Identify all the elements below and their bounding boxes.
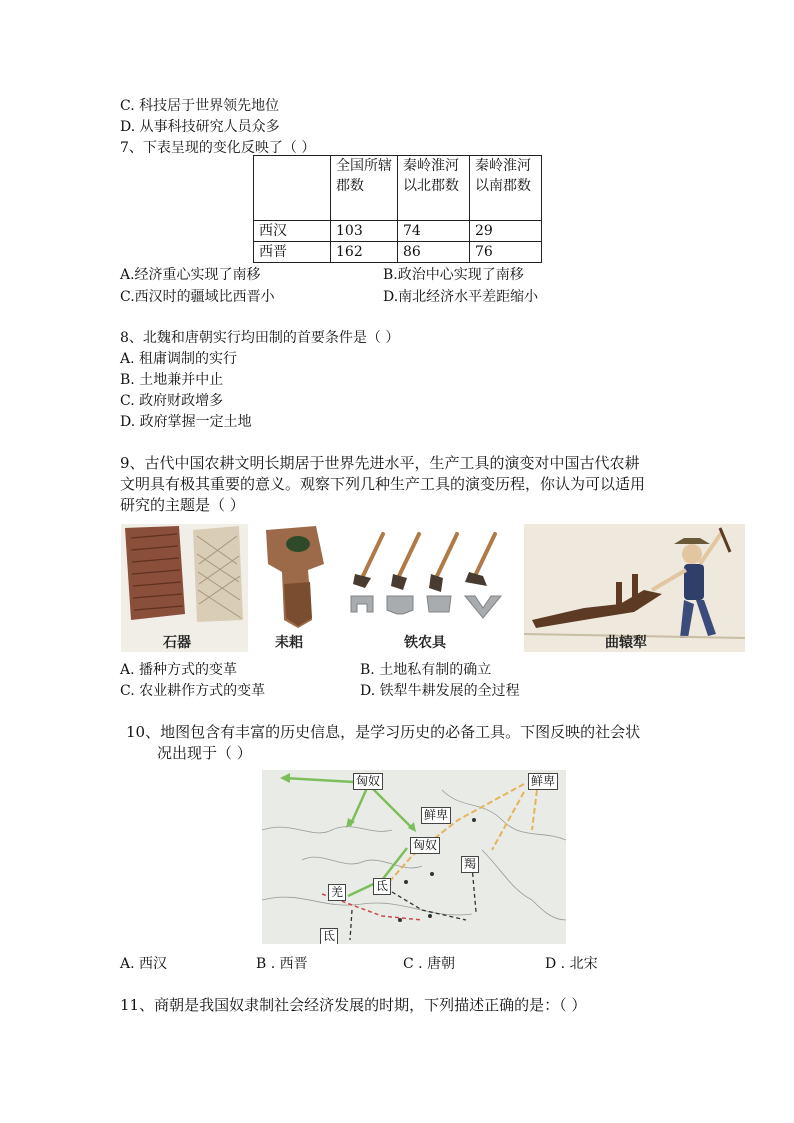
map-label-di-south: 氐 (320, 928, 338, 944)
q7-stem: 7、下表呈现的变化反映了（ ） (120, 140, 316, 156)
q9-stem-line-1: 9、古代中国农耕文明长期居于世界先进水平，生产工具的演变对中国古代农耕 (120, 454, 640, 472)
table-header-cell: 秦岭淮河以南郡数 (470, 156, 542, 221)
q7-option-c: C.西汉时的疆域比西晋小 (120, 289, 275, 305)
table-header-cell: 秦岭淮河以北郡数 (398, 156, 470, 221)
table-cell: 86 (398, 242, 470, 263)
caption-stone-tools: 石器 (163, 635, 191, 651)
q8-option-c: C. 政府财政增多 (120, 393, 224, 409)
table-header-cell: 全国所辖郡数 (331, 156, 398, 221)
q10-stem-line-1: 10、地图包含有丰富的历史信息，是学习历史的必备工具。下图反映的社会状 (126, 723, 641, 741)
q9-stem-line-2: 文明具有极其重要的意义。观察下列几种生产工具的演变历程，你认为可以适用 (120, 475, 646, 493)
table-row (254, 221, 542, 242)
q7-option-d: D.南北经济水平差距缩小 (383, 289, 539, 305)
q10-option-a: A. 西汉 (120, 956, 168, 972)
q6-option-c: C. 科技居于世界领先地位 (120, 98, 280, 114)
table-header-row (254, 156, 542, 221)
q8-stem: 8、北魏和唐朝实行均田制的首要条件是（ ） (120, 330, 400, 346)
caption-leisi: 耒耜 (275, 635, 303, 651)
q9-stem-line-3: 研究的主题是（ ） (120, 496, 245, 514)
q9-option-b: B. 土地私有制的确立 (360, 662, 492, 678)
table-cell: 西汉 (254, 221, 331, 242)
q7-option-b: B.政治中心实现了南移 (383, 267, 524, 283)
table-cell: 76 (470, 242, 542, 263)
q9-option-a: A. 播种方式的变革 (120, 662, 238, 678)
map-label-xianbei-east: 鲜卑 (528, 773, 558, 790)
table-cell: 162 (331, 242, 398, 263)
q11-stem: 11、商朝是我国奴隶制社会经济发展的时期，下列描述正确的是：（ ） (120, 996, 587, 1014)
map-label-di: 氐 (373, 878, 391, 895)
map-label-xiongnu: 匈奴 (410, 837, 440, 854)
map-label-xiongnu-north: 匈奴 (353, 773, 383, 790)
q6-option-d: D. 从事科技研究人员众多 (120, 119, 280, 135)
migration-map (262, 770, 566, 944)
q8-option-a: A. 租庸调制的实行 (120, 351, 238, 367)
caption-plough: 曲辕犁 (605, 635, 647, 651)
table-row (254, 242, 542, 263)
q8-option-b: B. 土地兼并中止 (120, 372, 224, 388)
q9-option-c: C. 农业耕作方式的变革 (120, 683, 266, 699)
caption-iron-tools: 铁农具 (404, 635, 446, 651)
map-label-jie: 羯 (461, 856, 479, 873)
map-label-xianbei: 鲜卑 (421, 807, 451, 824)
q7-table (253, 155, 542, 263)
q9-option-d: D. 铁犁牛耕发展的全过程 (360, 683, 520, 699)
q7-option-a: A.经济重心实现了南移 (120, 267, 261, 283)
map-label-qiang: 羌 (328, 884, 346, 901)
table-cell: 103 (331, 221, 398, 242)
q10-option-c: C . 唐朝 (403, 956, 456, 972)
table-cell: 西晋 (254, 242, 331, 263)
q10-stem-line-2: 况出现于（ ） (157, 744, 252, 762)
q10-option-b: B . 西晋 (256, 956, 308, 972)
q8-option-d: D. 政府掌握一定土地 (120, 414, 252, 430)
table-cell: 29 (470, 221, 542, 242)
table-header-cell (254, 156, 331, 221)
q10-option-d: D . 北宋 (545, 956, 598, 972)
table-cell: 74 (398, 221, 470, 242)
